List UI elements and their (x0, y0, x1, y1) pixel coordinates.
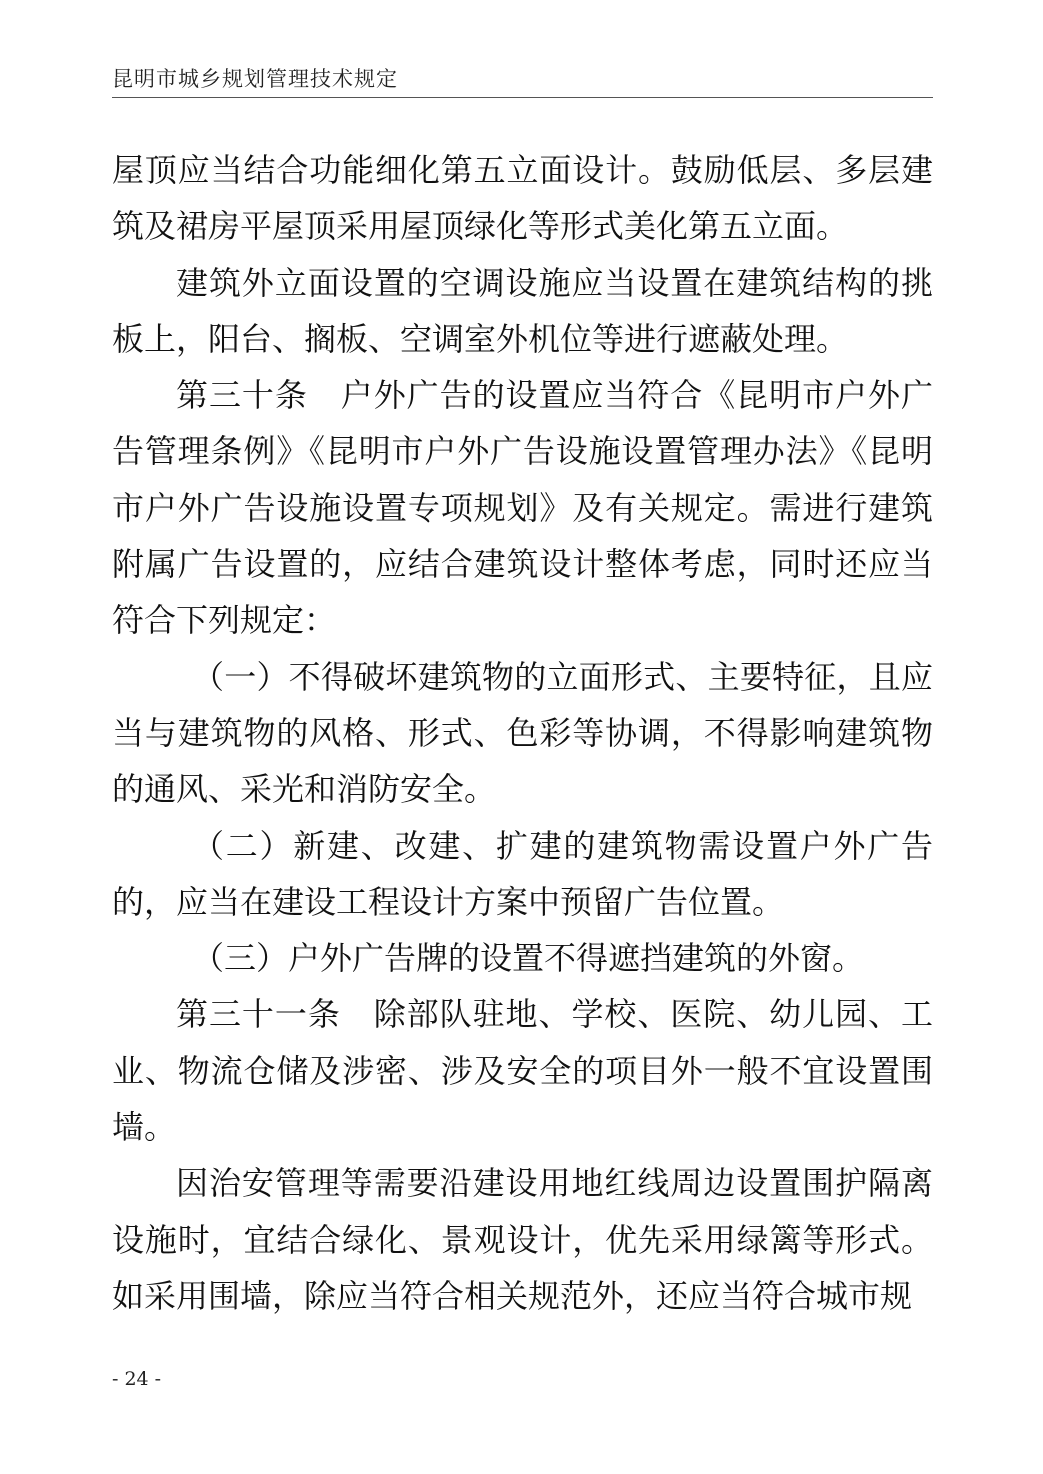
page-number: - 24 - (112, 1368, 162, 1390)
article-30: 第三十条 户外广告的设置应当符合《昆明市户外广告管理条例》《昆明市户外广告设施设置管理办法》《昆明市户外广告设施设置专项规划》及有关规定。需进行建筑附属广告设置的，应结合建筑设计整体考虑，同时还应当符合下列规定： (112, 376, 933, 640)
paragraph-enclosure: 因治安管理等需要沿建设用地红线周边设置围护隔离设施时，宜结合绿化、景观设计，优先采用绿篱等形式。如采用围墙，除应当符合相关规范外，还应当符合城市规 (112, 1164, 933, 1315)
article-30-item-1: （一）不得破坏建筑物的立面形式、主要特征，且应当与建筑物的风格、形式、色彩等协调，不得影响建筑物的通风、采光和消防安全。 (112, 657, 933, 809)
paragraph-roof-design: 屋顶应当结合功能细化第五立面设计。鼓励低层、多层建筑及裙房平屋顶采用屋顶绿化等形式美化第五立面。 (112, 151, 933, 246)
header-divider (112, 97, 933, 98)
paragraph-air-conditioning: 建筑外立面设置的空调设施应当设置在建筑结构的挑板上，阳台、搁板、空调室外机位等进行遮蔽处理。 (112, 263, 933, 358)
article-30-item-3: （三）户外广告牌的设置不得遮挡建筑的外窗。 (192, 939, 865, 978)
running-header: 昆明市城乡规划管理技术规定 (112, 67, 398, 91)
document-body (112, 142, 933, 1324)
article-30-item-2: （二）新建、改建、扩建的建筑物需设置户外广告的，应当在建设工程设计方案中预留广告位置。 (112, 826, 933, 921)
article-31: 第三十一条 除部队驻地、学校、医院、幼儿园、工业、物流仓储及涉密、涉及安全的项目外一般不宜设置围墙。 (112, 995, 933, 1147)
